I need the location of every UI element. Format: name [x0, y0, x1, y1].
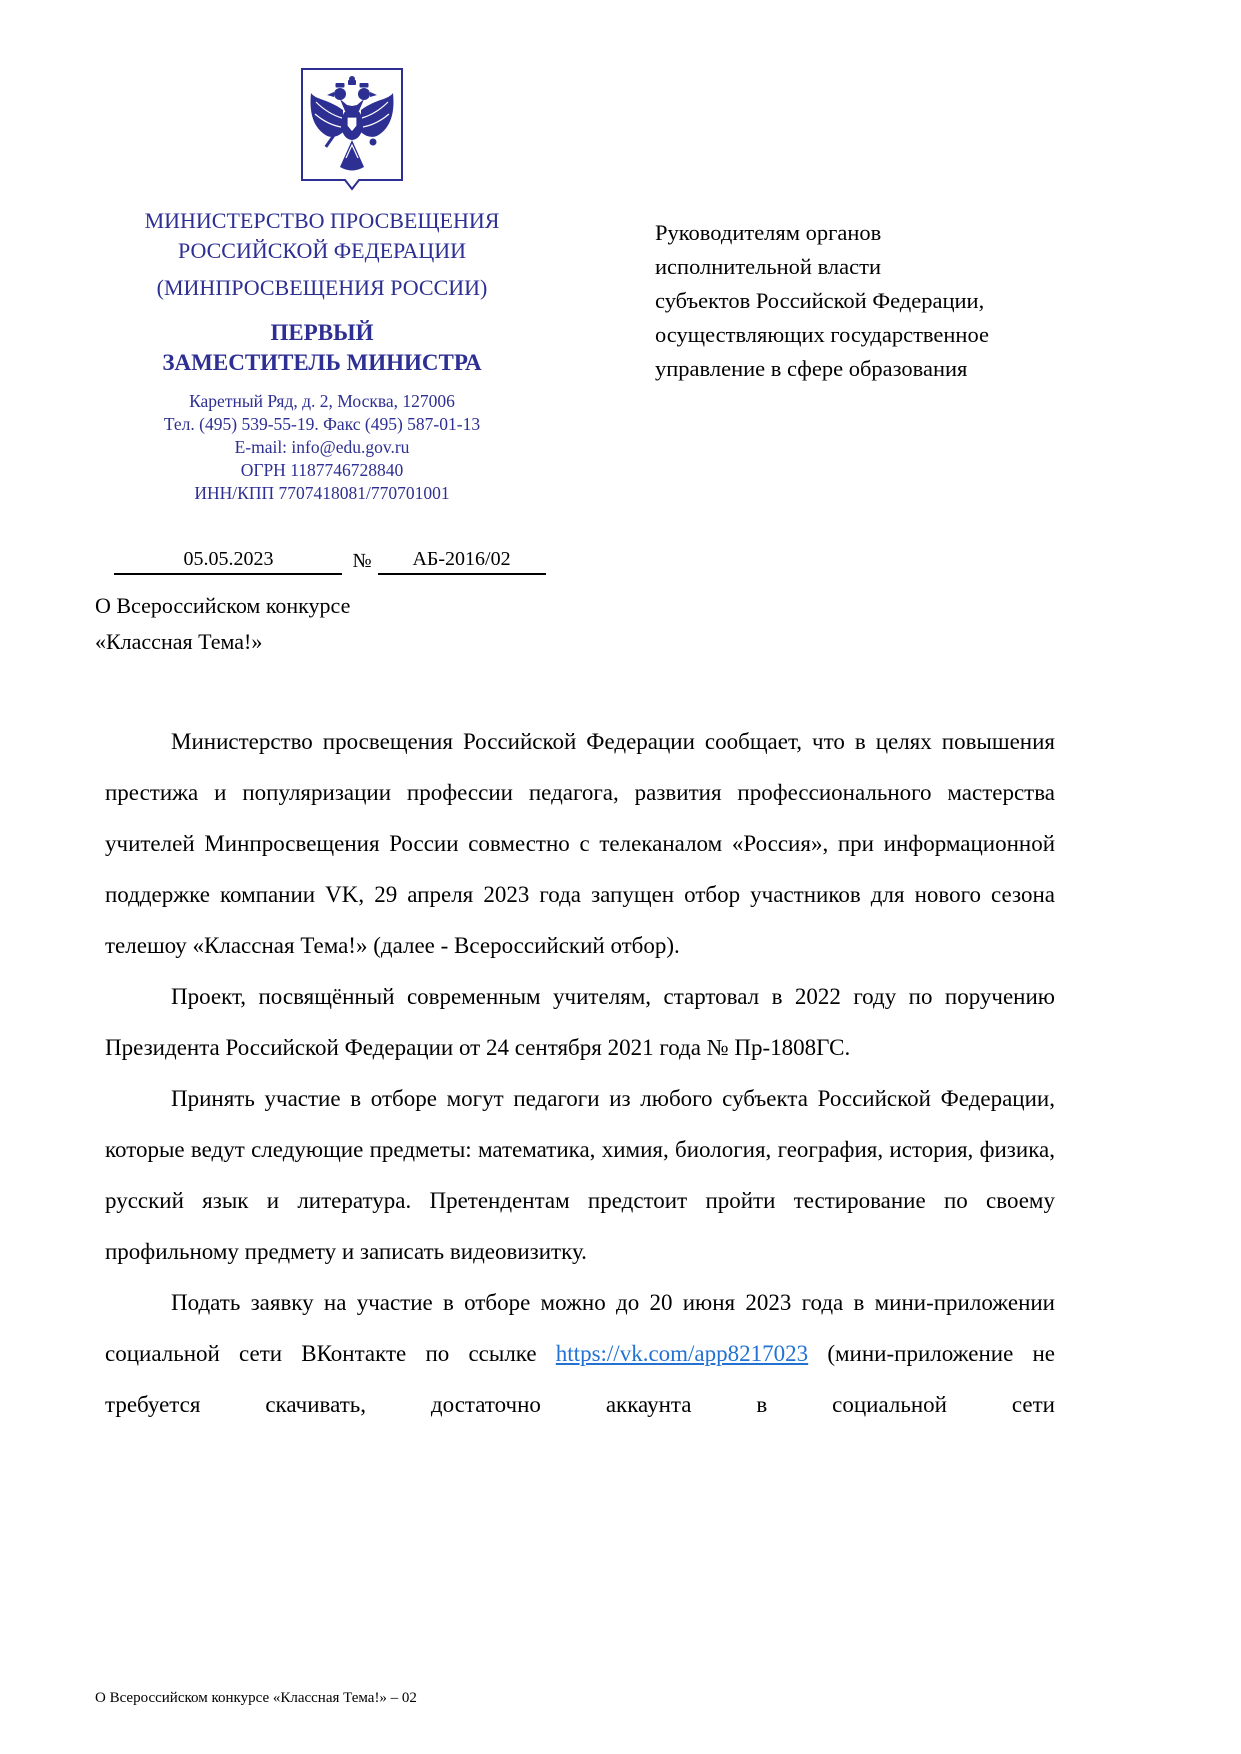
position-title-line1: ПЕРВЫЙ [270, 320, 374, 345]
address-line: Каретный Ряд, д. 2, Москва, 127006 [189, 391, 455, 411]
footer-reference: О Всероссийском конкурсе «Классная Тема!» – 02 [95, 1690, 417, 1706]
letterhead [83, 206, 561, 505]
paragraph-4-text-after: (мини-приложение не требуется скачивать, достаточно аккаунта в социальной сети [105, 1341, 1055, 1417]
subject-line2: «Классная Тема!» [95, 629, 263, 654]
phone-fax-line: Тел. (495) 539-55-19. Факс (495) 587-01-13 [163, 414, 481, 434]
ogrn-line: ОГРН 1187746728840 [240, 460, 404, 480]
recipient-block [655, 216, 1085, 386]
recipient-line: субъектов Российской Федерации, [655, 288, 985, 313]
number-sign: № [352, 550, 372, 572]
inn-kpp-line: ИНН/КПП 7707418081/770701001 [194, 483, 450, 503]
ministry-short-name: (МИНПРОСВЕЩЕНИЯ РОССИИ) [156, 275, 488, 300]
paragraph-4-text-before: Подать заявку на участие в отборе можно до 20 июня 2023 года в мини-приложении социальной сети ВКонтакте по ссылке [105, 1290, 1055, 1366]
contacts-block [83, 390, 561, 505]
ministry-name-line1: МИНИСТЕРСТВО ПРОСВЕЩЕНИЯ [144, 208, 500, 233]
emblem-box [299, 66, 405, 196]
recipient-line: исполнительной власти [655, 254, 881, 279]
coat-of-arms-icon [299, 66, 405, 196]
paragraph-2: Проект, посвящённый современным учителям, стартовал в 2022 году по поручению Президента Российской Федерации от 24 сентября 2021 года № Пр-1808ГС. [105, 984, 1055, 1060]
recipient-line: управление в сфере образования [655, 356, 968, 381]
subject-line1: О Всероссийском конкурсе [95, 593, 351, 618]
position-title-line2: ЗАМЕСТИТЕЛЬ МИНИСТРА [162, 350, 482, 375]
email-line: E-mail: info@edu.gov.ru [234, 437, 410, 457]
recipient-line: осуществляющих государственное [655, 322, 989, 347]
reference-row [95, 548, 565, 575]
subject-block [95, 588, 565, 660]
recipient-line: Руководителям органов [655, 220, 882, 245]
letter-number: АБ-2016/02 [378, 548, 546, 575]
vk-app-link[interactable]: https://vk.com/app8217023 [555, 1341, 809, 1366]
letter-date: 05.05.2023 [114, 548, 342, 575]
ministry-name-line2: РОССИЙСКОЙ ФЕДЕРАЦИИ [177, 238, 467, 263]
paragraph-3: Принять участие в отборе могут педагоги из любого субъекта Российской Федерации, которые ведут следующие предметы: математика, химия, биология, география, история, физика, русский язык и литература. Претендентам предстоит пройти тестирование по своему профильному предмету и записать видеовизитку. [105, 1086, 1055, 1264]
paragraph-1: Министерство просвещения Российской Федерации сообщает, что в целях повышения престижа и популяризации профессии педагога, развития профессионального мастерства учителей Минпросвещения России совместно с телеканалом «Россия», при информационной поддержке компании VK, 29 апреля 2023 года запущен отбор участников для нового сезона телешоу «Классная Тема!» (далее - Всероссийский отбор). [105, 729, 1055, 958]
letter-body [105, 716, 1055, 1430]
paragraph-4 [105, 1277, 1055, 1430]
